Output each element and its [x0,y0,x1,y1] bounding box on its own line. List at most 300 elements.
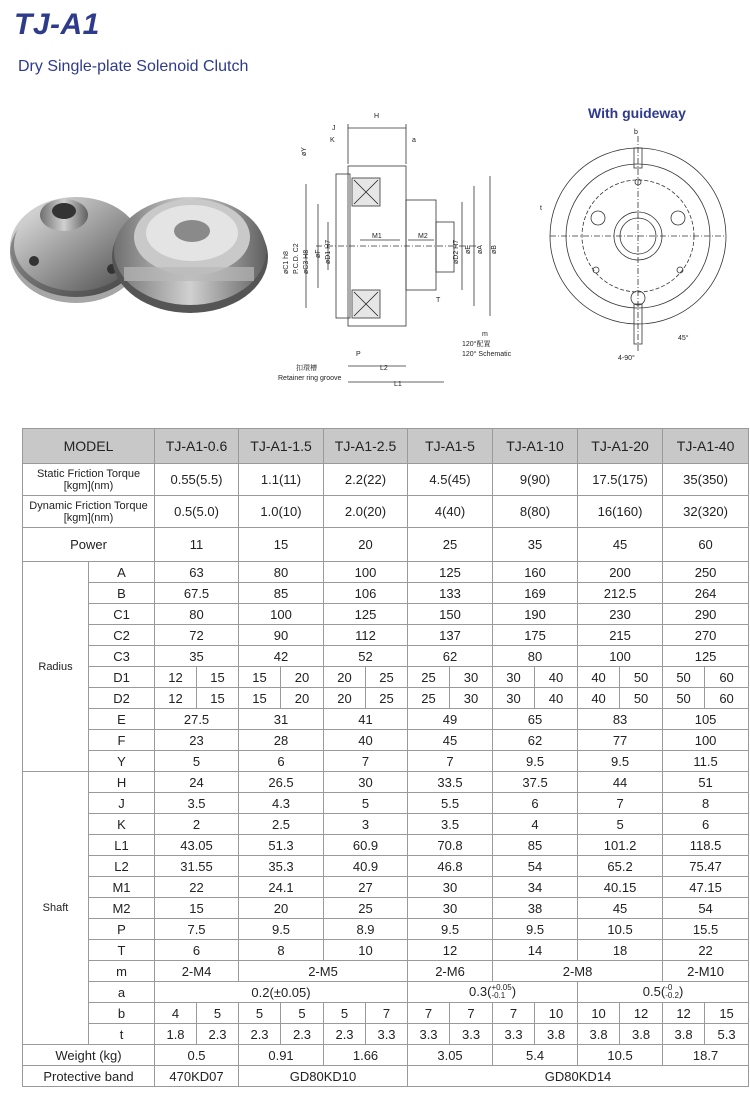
value-cell: 40.9 [324,856,408,877]
value-cell: 17.5(175) [578,464,663,496]
value-cell: 15 [239,528,324,562]
value-cell: 20 [324,528,408,562]
value-cell: 112 [324,625,408,646]
value-cell: 1.0(10) [239,496,324,528]
svg-text:a: a [412,137,416,144]
value-cell: 470KD07 [155,1066,239,1087]
value-cell: 4 [493,814,578,835]
spec-row-c3 [23,646,749,667]
value-cell: 45 [578,898,663,919]
value-cell: 12 [408,940,493,961]
value-cell: 2-M8 [493,961,663,982]
param-label: F [89,730,155,751]
value-cell: 54 [663,898,749,919]
tol-upper: -0 [665,983,673,993]
value-cell: 35 [155,646,239,667]
value-cell: 5.4 [493,1045,578,1066]
value-cell: 65 [493,709,578,730]
value-cell: 100 [239,604,324,625]
value-cell: 26.5 [239,772,324,793]
value-cell: 2-M4 [155,961,239,982]
value-cell: 35.3 [239,856,324,877]
header-row [23,429,749,464]
value-cell: 90 [239,625,324,646]
svg-text:K: K [330,137,335,144]
svg-text:t: t [540,205,542,212]
param-label: C3 [89,646,155,667]
spec-row-k [23,814,749,835]
value-cell: 40 [578,667,620,688]
svg-text:øD1 H7: øD1 H7 [325,239,332,264]
value-cell: 60 [705,667,749,688]
value-cell: 101.2 [578,835,663,856]
value-cell: 230 [578,604,663,625]
value-cell: 10 [578,1003,620,1024]
spec-row-c2 [23,625,749,646]
value-cell-tolerance [408,982,578,1003]
value-cell: 3 [324,814,408,835]
value-cell: 30 [408,877,493,898]
value-cell: 2.3 [197,1024,239,1045]
svg-text:H: H [374,113,380,120]
value-cell: 2-M5 [239,961,408,982]
value-cell: 25 [366,667,408,688]
value-cell: 30 [450,688,493,709]
param-label: D1 [89,667,155,688]
tol-close: ) [511,983,517,999]
value-cell: 133 [408,583,493,604]
svg-text:120° Schematic: 120° Schematic [462,351,512,358]
param-label: T [89,940,155,961]
spec-row-p [23,919,749,940]
spec-row-l1 [23,835,749,856]
value-cell: 20 [281,688,324,709]
clutch-photo [4,175,272,325]
value-cell: 18.7 [663,1045,749,1066]
value-cell: 51 [663,772,749,793]
model-col: TJ-A1-40 [663,429,749,464]
value-cell: 3.05 [408,1045,493,1066]
value-cell: 15 [197,667,239,688]
param-label: D2 [89,688,155,709]
value-cell: 25 [324,898,408,919]
param-label: L1 [89,835,155,856]
value-cell: 70.8 [408,835,493,856]
value-cell: 65.2 [578,856,663,877]
value-cell: 1.1(11) [239,464,324,496]
spec-row-b [23,583,749,604]
value-cell: 2.5 [239,814,324,835]
spec-row-f [23,730,749,751]
value-cell: 8(80) [493,496,578,528]
value-cell: 41 [324,709,408,730]
value-cell: 80 [239,562,324,583]
value-cell: 40.15 [578,877,663,898]
svg-text:T: T [436,297,441,304]
value-cell: 10.5 [578,919,663,940]
value-cell: 5 [239,1003,281,1024]
svg-text:M2: M2 [418,233,428,240]
value-cell: 175 [493,625,578,646]
value-cell: 46.8 [408,856,493,877]
value-cell: 28 [239,730,324,751]
model-col: TJ-A1-1.5 [239,429,324,464]
value-cell: 125 [324,604,408,625]
value-cell: 72 [155,625,239,646]
value-cell: 160 [493,562,578,583]
value-cell: 4.5(45) [408,464,493,496]
svg-text:øB: øB [491,245,498,254]
value-cell: 12 [155,667,197,688]
param-label: H [89,772,155,793]
value-cell: 15 [705,1003,749,1024]
tol-base: 0.5( [642,983,666,999]
value-cell: 62 [493,730,578,751]
value-cell: 9.5 [239,919,324,940]
model-header: MODEL [23,429,155,464]
value-cell: 18 [578,940,663,961]
shaft-group-label: Shaft [23,772,89,1045]
value-cell: 30 [493,688,535,709]
spec-row-e [23,709,749,730]
param-label: B [89,583,155,604]
svg-text:øD2 H7: øD2 H7 [453,239,460,264]
param-label: L2 [89,856,155,877]
value-cell: 22 [155,877,239,898]
param-label: t [89,1024,155,1045]
spec-row-a [23,562,749,583]
value-cell: 16(160) [578,496,663,528]
value-cell: 7 [408,751,493,772]
value-cell: GD80KD10 [239,1066,408,1087]
value-cell: 10.5 [578,1045,663,1066]
svg-text:øY: øY [301,147,308,156]
value-cell: 7 [450,1003,493,1024]
value-cell: 7 [408,1003,450,1024]
value-cell: 11 [155,528,239,562]
value-cell: 5 [281,1003,324,1024]
param-label: Y [89,751,155,772]
svg-text:P.C.D. C2: P.C.D. C2 [293,243,300,274]
value-cell: 35(350) [663,464,749,496]
value-cell: 33.5 [408,772,493,793]
value-cell: 7 [578,793,663,814]
value-cell: 137 [408,625,493,646]
value-cell: 14 [493,940,578,961]
value-cell: 2.3 [324,1024,366,1045]
value-cell: 8 [239,940,324,961]
value-cell: 20 [324,688,366,709]
value-cell: 1.8 [155,1024,197,1045]
value-cell: 190 [493,604,578,625]
value-cell: 42 [239,646,324,667]
value-cell: 7.5 [155,919,239,940]
param-label: K [89,814,155,835]
value-cell: 30 [408,898,493,919]
row-label: Dynamic Friction Torque [kgm](nm) [23,496,155,528]
value-cell: 2.3 [281,1024,324,1045]
svg-text:45°: 45° [678,335,689,342]
value-cell: 60 [663,528,749,562]
value-cell: 9(90) [493,464,578,496]
value-cell: 24 [155,772,239,793]
svg-text:øE: øE [465,245,472,254]
spec-row-m [23,961,749,982]
svg-text:4-90°: 4-90° [618,355,635,362]
value-cell: 2.2(22) [324,464,408,496]
value-cell: 31.55 [155,856,239,877]
radius-group-label: Radius [23,562,89,772]
spec-row-m2 [23,898,749,919]
guideway-drawing [538,122,738,372]
value-cell: 2-M6 [408,961,493,982]
dynamic-torque-row [23,496,749,528]
row-label: Static Friction Torque [kgm](nm) [23,464,155,496]
value-cell: 20 [281,667,324,688]
value-cell: 3.5 [408,814,493,835]
value-cell: 24.1 [239,877,324,898]
row-label: Weight (kg) [23,1045,155,1066]
value-cell: 43.05 [155,835,239,856]
value-cell: 5 [578,814,663,835]
value-cell: 10 [324,940,408,961]
value-cell: 4.3 [239,793,324,814]
value-cell: 12 [620,1003,663,1024]
value-cell: 80 [155,604,239,625]
value-cell: 45 [408,730,493,751]
svg-text:øA: øA [477,245,484,254]
page-title: TJ-A1 [14,8,100,41]
value-cell: 40 [535,688,578,709]
value-cell: 0.55(5.5) [155,464,239,496]
value-cell: 200 [578,562,663,583]
tol-lower: -0.2 [665,991,679,1001]
value-cell: 60 [705,688,749,709]
value-cell: 3.8 [578,1024,620,1045]
svg-text:M1: M1 [372,233,382,240]
value-cell: 5.3 [705,1024,749,1045]
svg-text:J: J [332,125,336,132]
model-col: TJ-A1-10 [493,429,578,464]
value-cell: 30 [324,772,408,793]
value-cell: 4 [155,1003,197,1024]
param-label: P [89,919,155,940]
row-label: Protective band [23,1066,155,1087]
model-col: TJ-A1-0.6 [155,429,239,464]
tol-lower: -0.1 [491,991,506,1001]
value-cell: 15.5 [663,919,749,940]
value-cell: 6 [155,940,239,961]
value-cell: 67.5 [155,583,239,604]
spec-row-a [23,982,749,1003]
value-cell: 6 [493,793,578,814]
value-cell: 22 [663,940,749,961]
value-cell: 106 [324,583,408,604]
value-cell: 5.5 [408,793,493,814]
value-cell: 75.47 [663,856,749,877]
value-cell: 32(320) [663,496,749,528]
param-label: C2 [89,625,155,646]
value-cell: 37.5 [493,772,578,793]
spec-row-m1 [23,877,749,898]
svg-text:扣環槽: 扣環槽 [296,365,317,372]
value-cell: 38 [493,898,578,919]
svg-text:120°配置: 120°配置 [462,341,491,348]
param-label: m [89,961,155,982]
value-cell: 264 [663,583,749,604]
spec-row-y [23,751,749,772]
tol-upper: +0.05 [491,983,512,993]
protective-band-row [23,1066,749,1087]
value-cell: 5 [324,1003,366,1024]
value-cell: 25 [408,688,450,709]
value-cell: GD80KD14 [408,1066,749,1087]
value-cell: 1.66 [324,1045,408,1066]
value-cell: 83 [578,709,663,730]
value-cell: 7 [324,751,408,772]
value-cell: 10 [535,1003,578,1024]
value-cell: 50 [663,667,705,688]
value-cell: 50 [620,667,663,688]
value-cell: 150 [408,604,493,625]
spec-row-h [23,772,749,793]
value-cell: 31 [239,709,324,730]
value-cell: 6 [663,814,749,835]
value-cell: 11.5 [663,751,749,772]
model-col: TJ-A1-20 [578,429,663,464]
value-cell: 15 [239,667,281,688]
value-cell: 0.5(5.0) [155,496,239,528]
value-cell: 40 [324,730,408,751]
value-cell: 12 [155,688,197,709]
value-cell: 215 [578,625,663,646]
svg-text:øC3 H8: øC3 H8 [303,249,310,274]
param-label: C1 [89,604,155,625]
param-label: a [89,982,155,1003]
spec-row-d2 [23,688,749,709]
value-cell: 35 [493,528,578,562]
value-cell: 15 [239,688,281,709]
spec-row-t [23,940,749,961]
value-cell: 40 [578,688,620,709]
svg-text:L1: L1 [394,381,402,388]
value-cell: 2.3 [239,1024,281,1045]
static-torque-row [23,464,749,496]
spec-table [22,428,749,1087]
value-cell: 125 [408,562,493,583]
value-cell: 8.9 [324,919,408,940]
value-cell: 9.5 [578,751,663,772]
value-cell: 5 [155,751,239,772]
value-cell: 270 [663,625,749,646]
value-cell: 30 [493,667,535,688]
value-cell: 20 [324,667,366,688]
svg-text:L2: L2 [380,365,388,372]
value-cell: 40 [535,667,578,688]
value-cell: 169 [493,583,578,604]
value-cell: 250 [663,562,749,583]
guideway-title: With guideway [588,105,686,121]
value-cell: 12 [663,1003,705,1024]
param-label: E [89,709,155,730]
value-cell: 77 [578,730,663,751]
value-cell: 30 [450,667,493,688]
value-cell: 15 [197,688,239,709]
value-cell: 0.2(±0.05) [155,982,408,1003]
svg-text:Retainer ring groove: Retainer ring groove [278,375,342,382]
spec-row-c1 [23,604,749,625]
value-cell: 2 [155,814,239,835]
svg-text:øC1 h8: øC1 h8 [283,251,290,274]
value-cell: 50 [663,688,705,709]
value-cell: 34 [493,877,578,898]
value-cell: 8 [663,793,749,814]
value-cell: 5 [324,793,408,814]
value-cell: 2.0(20) [324,496,408,528]
spec-row-b [23,1003,749,1024]
svg-text:b: b [634,129,638,136]
spec-row-j [23,793,749,814]
param-label: M1 [89,877,155,898]
value-cell: 3.3 [450,1024,493,1045]
value-cell: 100 [324,562,408,583]
row-label: Power [23,528,155,562]
model-col: TJ-A1-5 [408,429,493,464]
value-cell: 290 [663,604,749,625]
spec-row-d1 [23,667,749,688]
value-cell: 45 [578,528,663,562]
value-cell: 50 [620,688,663,709]
model-col: TJ-A1-2.5 [324,429,408,464]
spec-row-l2 [23,856,749,877]
value-cell: 44 [578,772,663,793]
value-cell: 5 [197,1003,239,1024]
value-cell: 20 [239,898,324,919]
value-cell: 6 [239,751,324,772]
value-cell: 9.5 [493,751,578,772]
value-cell: 9.5 [408,919,493,940]
value-cell: 7 [493,1003,535,1024]
tol-base: 0.3( [469,983,492,999]
value-cell: 3.8 [663,1024,705,1045]
value-cell: 105 [663,709,749,730]
power-row [23,528,749,562]
svg-text:m: m [482,331,488,338]
page-subtitle: Dry Single-plate Solenoid Clutch [18,58,249,75]
value-cell: 52 [324,646,408,667]
svg-text:øF: øF [315,249,322,258]
value-cell: 4(40) [408,496,493,528]
value-cell: 47.15 [663,877,749,898]
value-cell: 3.3 [366,1024,408,1045]
value-cell: 85 [239,583,324,604]
value-cell: 15 [155,898,239,919]
value-cell-tolerance [578,982,749,1003]
value-cell: 3.5 [155,793,239,814]
spec-row-t [23,1024,749,1045]
param-label: b [89,1003,155,1024]
value-cell: 62 [408,646,493,667]
param-label: A [89,562,155,583]
tol-close: ) [678,983,684,999]
value-cell: 25 [408,528,493,562]
value-cell: 100 [578,646,663,667]
value-cell: 80 [493,646,578,667]
value-cell: 23 [155,730,239,751]
param-label: M2 [89,898,155,919]
value-cell: 63 [155,562,239,583]
value-cell: 49 [408,709,493,730]
